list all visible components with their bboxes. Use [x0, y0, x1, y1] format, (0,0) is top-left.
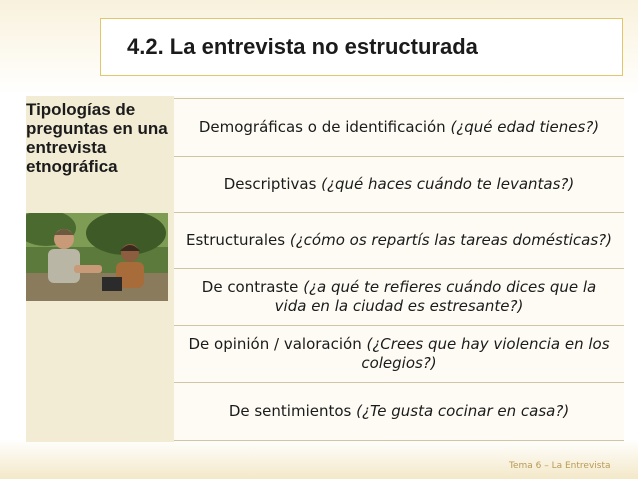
row-example: (¿cómo os repartís las tareas domésticas?) — [289, 231, 612, 249]
title-box — [100, 18, 623, 76]
row-example: (¿qué haces cuándo te levantas?) — [321, 175, 575, 193]
photo-illustration — [26, 213, 168, 301]
question-row-estructurales — [174, 212, 624, 268]
question-row-contraste — [174, 268, 624, 325]
row-label: Demográficas o de identificación — [198, 118, 451, 136]
slide-title: 4.2. La entrevista no estructurada — [127, 34, 478, 59]
row-label: De sentimientos — [228, 402, 357, 420]
interview-photo-icon — [26, 213, 168, 301]
row-example: (¿Te gusta cocinar en casa?) — [356, 402, 570, 420]
question-row-sentimientos — [174, 382, 624, 441]
question-row-opinion — [174, 325, 624, 382]
row-example: (¿qué edad tienes?) — [450, 118, 600, 136]
row-label: Estructurales — [186, 231, 290, 249]
row-example: (¿Crees que hay violencia en los colegios?) — [361, 335, 610, 372]
footer-text: Tema 6 – La Entrevista — [509, 461, 611, 471]
row-label: Descriptivas — [223, 175, 322, 193]
row-example: (¿a qué te refieres cuándo dices que la vida en la ciudad es estresante?) — [274, 278, 597, 315]
bottom-decoration — [0, 439, 638, 479]
left-heading: Tipologías de preguntas en una entrevista etnográfica — [26, 100, 168, 176]
row-label: De opinión / valoración — [188, 335, 367, 353]
question-row-demograficas — [174, 98, 624, 156]
row-label: De contraste — [201, 278, 304, 296]
question-row-descriptivas — [174, 156, 624, 212]
